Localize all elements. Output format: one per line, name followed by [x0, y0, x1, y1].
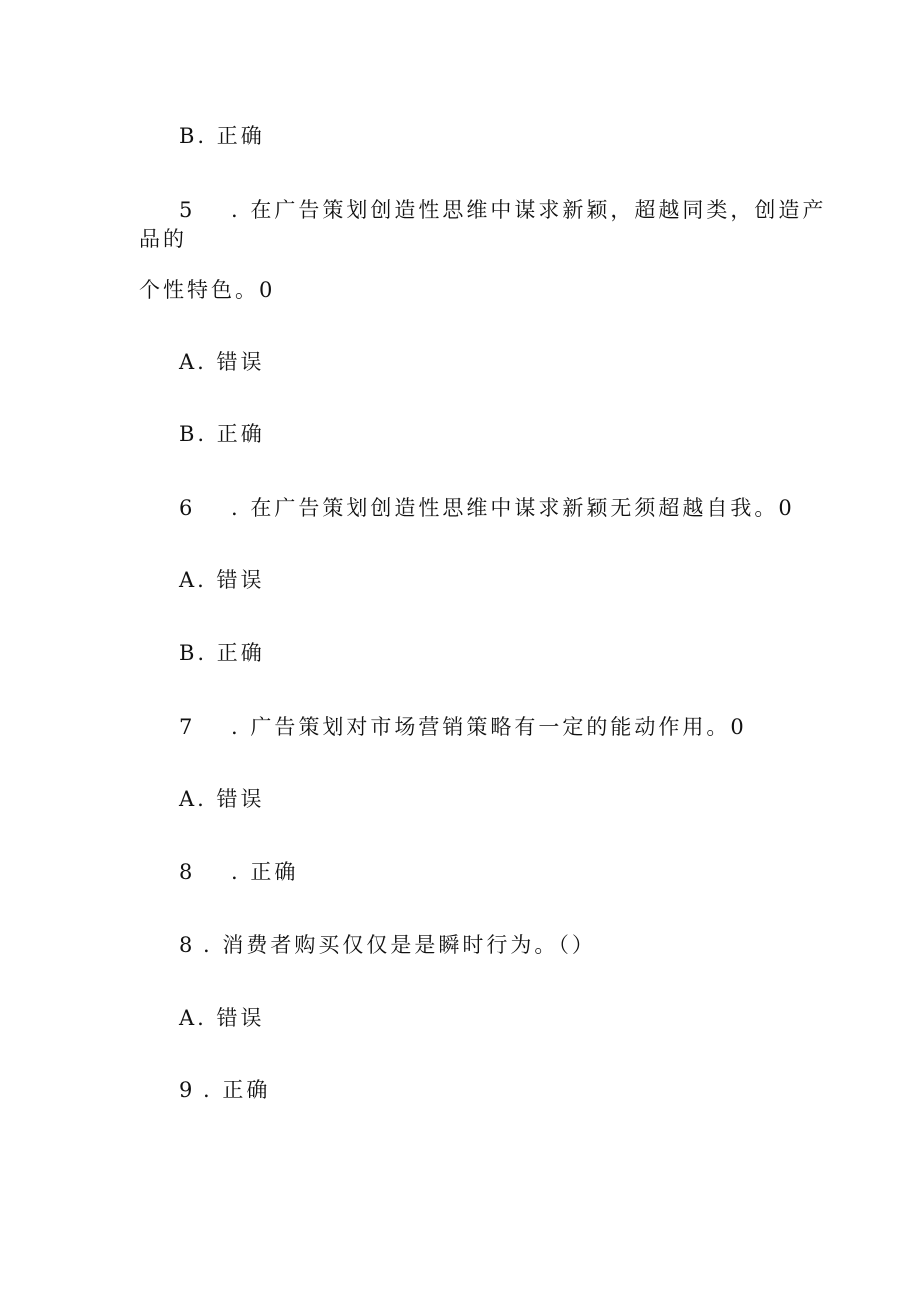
question-text-line1: . 消费者购买仅仅是是瞬时行为。（） — [203, 933, 596, 957]
option-b — [179, 424, 265, 445]
question-6 — [179, 498, 795, 519]
option-b — [179, 126, 265, 147]
option-text: . 正确 — [203, 1078, 271, 1102]
question-text-line1: . 在广告策划创造性思维中谋求新颖，超越同类，创造产 — [231, 198, 827, 222]
option-numbered — [179, 1080, 270, 1101]
option-text: B. 正确 — [179, 422, 265, 446]
question-number: 5 — [179, 198, 196, 222]
question-text-line1: . 广告策划对市场营销策略有一定的能动作用。0 — [231, 715, 747, 739]
option-text: A. 错误 — [179, 787, 265, 811]
option-number: 9 — [179, 1078, 196, 1102]
option-text: B. 正确 — [179, 641, 265, 665]
option-text: A. 错误 — [179, 350, 265, 374]
option-a — [179, 789, 265, 810]
option-text: A. 错误 — [179, 1006, 265, 1030]
question-5-cont — [139, 229, 187, 250]
question-text-line1: . 在广告策划创造性思维中谋求新颖无须超越自我。0 — [231, 496, 795, 520]
question-7 — [179, 717, 747, 738]
option-number: 8 — [179, 860, 196, 884]
question-8 — [179, 935, 596, 956]
option-a — [179, 1008, 265, 1029]
option-text: . 正确 — [231, 860, 299, 884]
option-a — [179, 352, 265, 373]
question-5-cont2 — [139, 280, 275, 301]
question-text-line2: 品的 — [139, 227, 187, 251]
question-5 — [179, 200, 826, 221]
option-a — [179, 570, 265, 591]
question-number: 6 — [179, 496, 196, 520]
option-numbered — [179, 862, 298, 883]
question-number: 7 — [179, 715, 196, 739]
option-text: A. 错误 — [179, 568, 265, 592]
question-text-line3: 个性特色。0 — [139, 278, 276, 302]
option-b — [179, 643, 265, 664]
option-text: B. 正确 — [179, 124, 265, 148]
question-number: 8 — [179, 933, 196, 957]
